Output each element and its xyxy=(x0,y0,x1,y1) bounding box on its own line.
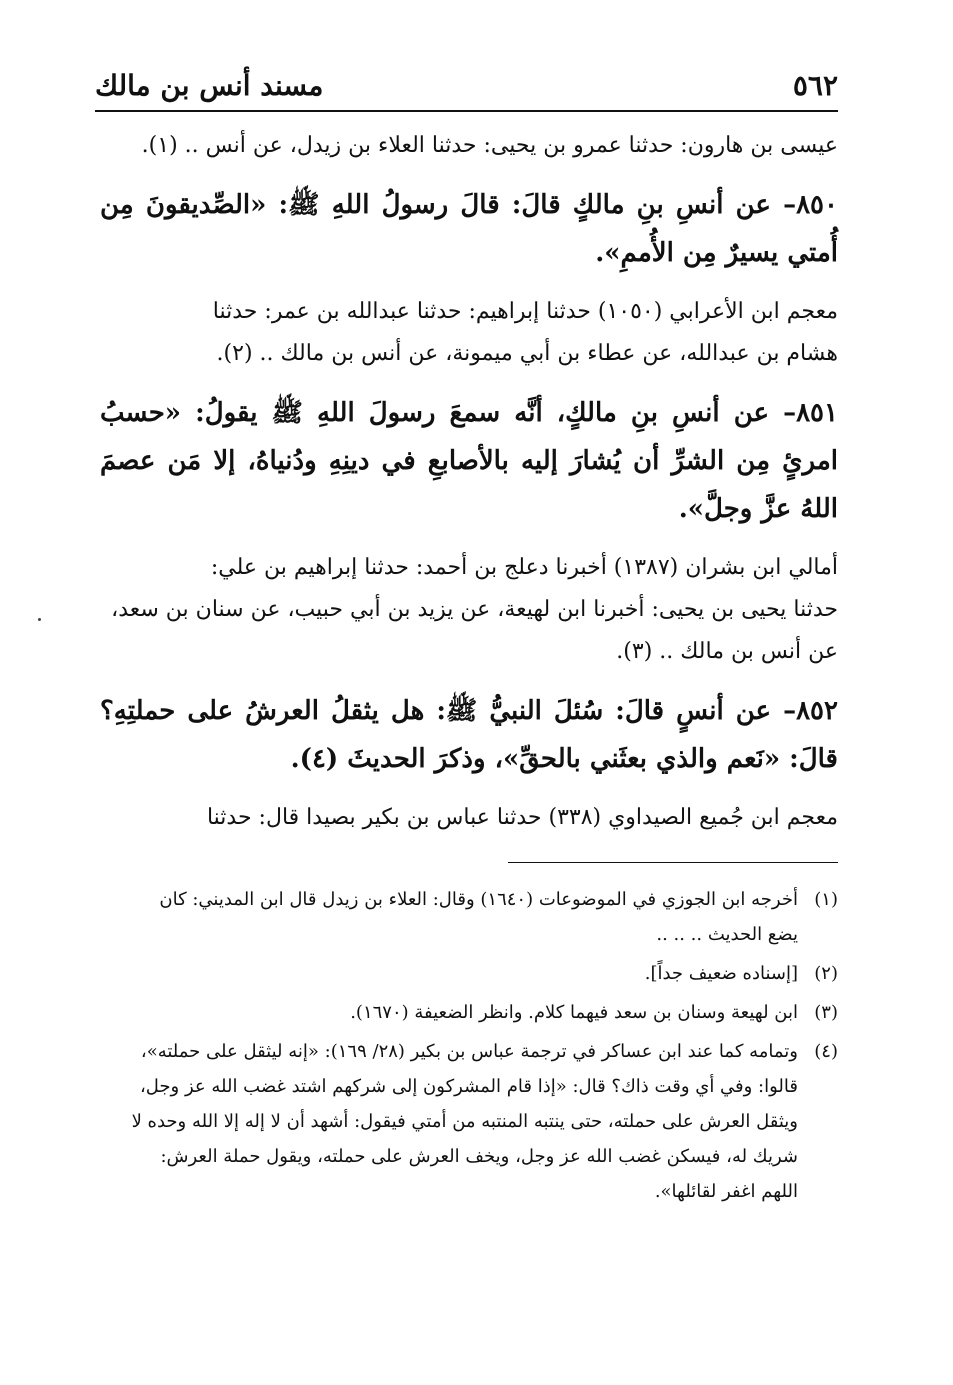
header-divider xyxy=(95,110,838,112)
footnote-line: ويثقل العرش على حملته، حتى ينتبه المنتبه من أمتي فيقول: أشهد أن لا إله إلا الله وحده لا xyxy=(131,1111,798,1132)
source-852: معجم ابن جُميع الصيداوي (٣٣٨) حدثنا عباس بن بكير بصيدا قال: حدثنا xyxy=(206,805,838,830)
source-line: معجم ابن الأعرابي (١٠٥٠) حدثنا إبراهيم: حدثنا عبدالله بن عمر: حدثنا xyxy=(212,299,838,324)
footnotes xyxy=(100,882,838,1213)
footnote-line: اللهم اغفر لقائلها». xyxy=(654,1181,798,1202)
footnote-line: وتمامه كما عند ابن عساكر في ترجمة عباس بن بكير (٢٨/ ١٦٩): «إنه ليثقل على حملته»، xyxy=(140,1041,798,1062)
footnote-number: (٣) xyxy=(814,1002,838,1023)
running-title: مسند أنس بن مالك xyxy=(95,69,324,102)
footnote-line: شريك له، فيسكن غضب الله عز وجل، ويخف العرش على حملته، ويقول حملة العرش: xyxy=(160,1146,798,1167)
hadith-852: ٨٥٢– عن أنسٍ قالَ: سُئلَ النبيُّ ﷺ: هل يثقلُ العرشُ على حملتِهِ؟ قالَ: «نَعم والذي بعثَني بالحقِّ»، وذكرَ الحديثَ (٤). xyxy=(100,696,838,774)
source-850 xyxy=(100,291,838,375)
footnote-line: أخرجه ابن الجوزي في الموضوعات (١٦٤٠) وقال: العلاء بن زيدل قال ابن المديني: كان xyxy=(159,889,798,910)
footnote-line: يضع الحديث .. .. .. xyxy=(656,924,798,945)
footnote-number: (٢) xyxy=(814,963,838,984)
footnote-line: ابن لهيعة وسنان بن سعد فيهما كلام. وانظر الضعيفة (١٦٧٠). xyxy=(350,1002,798,1023)
source-line: حدثنا يحيى بن يحيى: أخبرنا ابن لهيعة، عن يزيد بن أبي حبيب، عن سنان بن سعد، xyxy=(111,597,838,622)
page-header xyxy=(95,66,838,106)
source-line: أمالي ابن بشران (١٣٨٧) أخبرنا دعلج بن أحمد: حدثنا إبراهيم بن علي: xyxy=(210,555,838,580)
page-number: ٥٦٢ xyxy=(792,69,838,102)
hadith-851: ٨٥١– عن أنسِ بنِ مالكٍ، أنَّه سمعَ رسولَ اللهِ ﷺ يقولُ: «حسبُ امرئٍ مِن الشرِّ أن يُشارَ إليه بالأصابعِ في دينِهِ ودُنياهُ، إلا مَن عصمَ اللهُ عزَّ وجلَّ». xyxy=(100,398,838,524)
footnote-4 xyxy=(100,1034,838,1209)
hadith-850: ٨٥٠– عن أنسِ بنِ مالكٍ قالَ: قالَ رسولُ اللهِ ﷺ: «الصِّديقونَ مِن أُمتي يسيرٌ مِن الأُممِ». xyxy=(100,190,838,268)
footnote-line: قالوا: وفي أي وقت ذاك؟ قال: «إذا قام المشركون إلى شركهم اشتد غضب الله عز وجل، xyxy=(139,1076,798,1097)
source-line: هشام بن عبدالله، عن عطاء بن أبي ميمونة، عن أنس بن مالك .. (٢). xyxy=(216,341,838,366)
source-851 xyxy=(100,547,838,673)
footnote-3 xyxy=(100,995,838,1030)
main-text xyxy=(100,125,838,853)
intro-paragraph: عيسى بن هارون: حدثنا عمرو بن يحيى: حدثنا العلاء بن زيدل، عن أنس .. (١). xyxy=(141,133,838,158)
source-line: عن أنس بن مالك .. (٣). xyxy=(616,639,838,664)
scan-speck xyxy=(38,618,41,621)
footnote-2 xyxy=(100,956,838,991)
footnote-divider xyxy=(508,862,838,863)
footnote-1 xyxy=(100,882,838,952)
footnote-line: [إسناده ضعيف جداً]. xyxy=(644,963,798,984)
footnote-number: (٤) xyxy=(814,1041,838,1062)
footnote-number: (١) xyxy=(814,889,838,910)
